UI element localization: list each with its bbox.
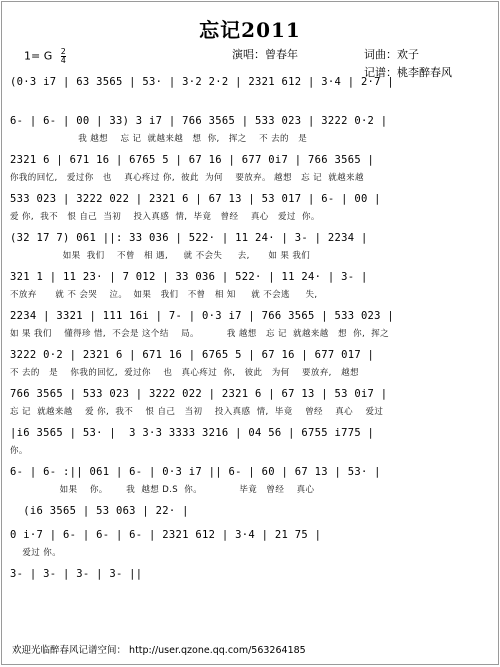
notes-line: 2321 6 | 671 16 | 6765 5 | 67 16 | 677 0i7 | 766 3565 | (10, 154, 375, 166)
footer-label: 欢迎光临醉春风记谱空间： (12, 645, 127, 656)
score-row (10, 568, 492, 594)
score-row (10, 271, 492, 310)
lyrics-line: 忘 记 就越来越 爱 你, 我不 恨 自己 当初 投入真感 情, 毕竟 曾经 真心 爱过 (10, 407, 384, 417)
score-page (1, 1, 499, 665)
key-label: 1= G (24, 49, 53, 63)
notes-line: 0 i·7 | 6- | 6- | 6- | 2321 612 | 3·4 | 21 75 | (10, 529, 322, 541)
lyrics-line: 不 去的 是 你我的回忆, 爱过你 也 真心疼过 你, 彼此 为何 要放弃, 越想 (10, 368, 359, 378)
score-row (10, 76, 492, 115)
lyrics-line: 爱 你, 我不 恨 自己 当初 投入真感 情, 毕竟 曾经 真心 爱过 你。 (10, 212, 320, 222)
notes-line: 533 023 | 3222 022 | 2321 6 | 67 13 | 53 017 | 6- | 00 | (10, 193, 381, 205)
numbered-notation-sheet (10, 76, 492, 594)
score-row (10, 232, 492, 271)
score-row (10, 505, 492, 529)
score-row (10, 310, 492, 349)
song-title: 忘记2011 (199, 18, 301, 42)
time-signature (61, 48, 66, 65)
notes-line: (32 17 7) 061 ||: 33 036 | 522· | 11 24· | 3- | 2234 | (10, 232, 368, 244)
lyrics-line: 如果 我们 不曾 相 遇, 就 不会失 去, 如 果 我们 (10, 251, 311, 261)
lyrics-line: 你。 (10, 446, 28, 456)
notes-line: 321 1 | 11 23· | 7 012 | 33 036 | 522· | 11 24· | 3- | (10, 271, 368, 283)
notes-line: 3- | 3- | 3- | 3- || (10, 568, 143, 580)
score-row (10, 349, 492, 388)
score-row (10, 466, 492, 505)
score-row (10, 193, 492, 232)
time-signature-bottom: 4 (60, 56, 66, 65)
notes-line: 6- | 6- | 00 | 33) 3 i7 | 766 3565 | 533 023 | 3222 0·2 | (10, 115, 388, 127)
notes-line: (0·3 i7 | 63 3565 | 53· | 3·2 2·2 | 2321 612 | 3·4 | 2·7 | (10, 76, 395, 88)
score-row (10, 529, 492, 568)
notes-line: 6- | 6- :|| 061 | 6- | 0·3 i7 || 6- | 60 | 67 13 | 53· | (10, 466, 381, 478)
notes-line: |i6 3565 | 53· | 3 3·3 3333 3216 | 04 56 | 6755 i775 | (10, 427, 375, 439)
lyricist-credit: 词曲：欢子 (364, 48, 419, 61)
lyrics-line: 爱过 你。 (10, 548, 62, 558)
singer-credit: 演唱：曾春年 (232, 48, 298, 61)
lyrics-line: 如果 你。 我 越想 D.S 你。 毕竟 曾经 真心 (10, 485, 315, 495)
key-signature (24, 48, 66, 65)
lyrics-line: 我 越想 忘 记 就越来越 想 你, 挥之 不 去的 是 (10, 134, 308, 144)
score-row (10, 115, 492, 154)
notes-line: (i6 3565 | 53 063 | 22· | (10, 505, 189, 517)
score-row (10, 388, 492, 427)
notes-line: 3222 0·2 | 2321 6 | 671 16 | 6765 5 | 67 16 | 677 017 | (10, 349, 375, 361)
score-row (10, 427, 492, 466)
time-signature-top: 2 (60, 47, 66, 56)
footer (12, 642, 306, 656)
transcriber-credit: 记谱：桃李醉春风 (364, 66, 452, 79)
notes-line: 2234 | 3321 | 111 16i | 7- | 0·3 i7 | 766 3565 | 533 023 | (10, 310, 395, 322)
qzone-link[interactable]: http://user.qzone.qq.com/563264185 (129, 645, 306, 656)
notes-line: 766 3565 | 533 023 | 3222 022 | 2321 6 | 67 13 | 53 0i7 | (10, 388, 388, 400)
score-row (10, 154, 492, 193)
lyrics-line: 如 果 我们 懂得珍 惜, 不会是 这个结 局。 我 越想 忘 记 就越来越 想 你, 挥之 (10, 329, 390, 339)
lyrics-line: 你我的回忆, 爱过你 也 真心疼过 你, 彼此 为何 要放弃。 越想 忘 记 就越来越 (10, 173, 364, 183)
lyrics-line: 不放弃 就 不 会哭 泣。 如果 我们 不曾 相 知 就 不会逃 失, (10, 290, 318, 300)
